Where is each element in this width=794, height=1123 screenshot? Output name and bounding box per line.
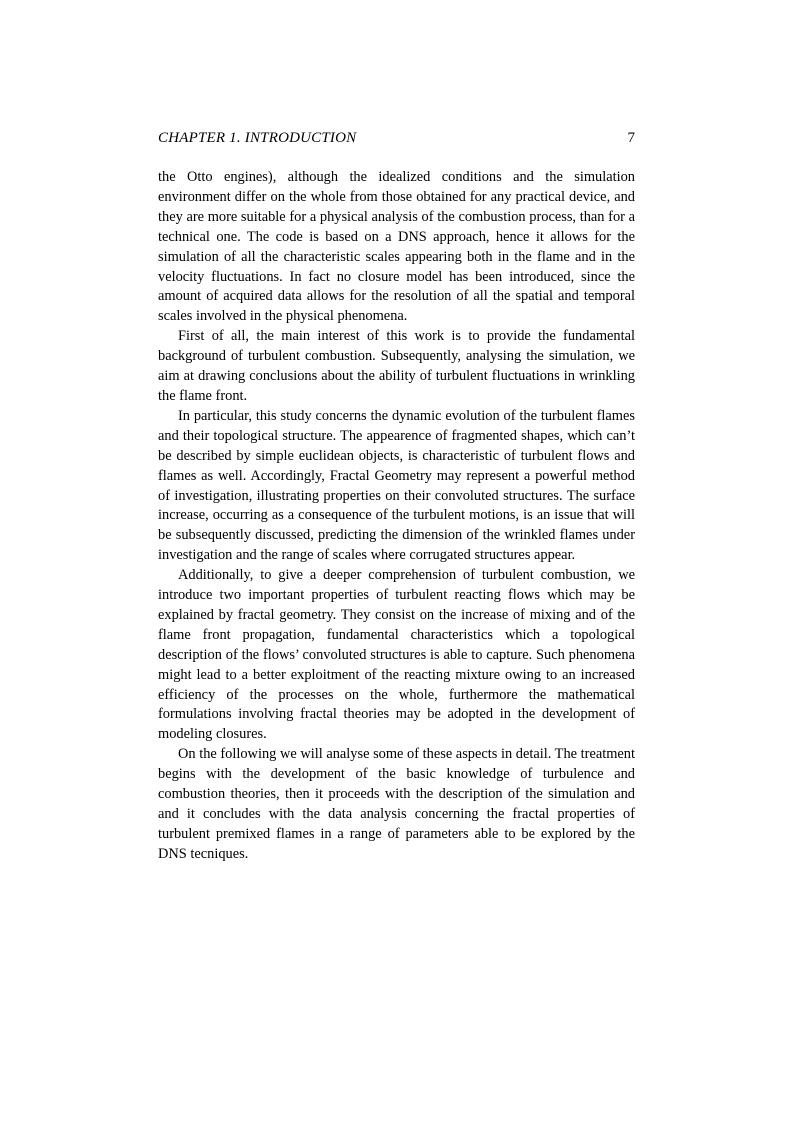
paragraph-3: In particular, this study concerns the dynamic evolution of the turbulent flames and their topological structure. The appearence of fragmented shapes, which can’t be described by simple euclidean objects, is characteristic of turbulent flows and flames as well. Accordingly, Fractal Geometry may represent a powerful method of investigation, illustrating properties on their convoluted structures. The surface increase, occurring as a consequence of the turbulent motions, is an issue that will be subsequently discussed, predicting the dimension of the wrinkled flames under investigation and the range of scales where corrugated structures appear. [158, 407, 635, 564]
body-text [158, 168, 635, 865]
paragraph-1: the Otto engines), although the idealized conditions and the simulation environment differ on the whole from those obtained for any practical device, and they are more suitable for a physical analysis of the combustion process, than for a technical one. The code is based on a DNS approach, hence it allows for the simulation of all the characteristic scales appearing both in the flame and in the velocity fluctuations. In fact no closure model has been introduced, since the amount of acquired data allows for the resolution of all the spatial and temporal scales involved in the physical phenomena. [158, 169, 635, 325]
running-head [158, 128, 635, 148]
page-number: 7 [627, 130, 635, 146]
chapter-title: CHAPTER 1. INTRODUCTION [158, 130, 357, 146]
paragraph-2: First of all, the main interest of this work is to provide the fundamental background of turbulent combustion. Subsequently, analysing the simulation, we aim at drawing conclusions about the ability of turbulent fluctuations in wrinkling the flame front. [158, 328, 635, 404]
paragraph-5: On the following we will analyse some of these aspects in detail. The treatment begins with the development of the basic knowledge of turbulence and combustion theories, then it proceeds with the description of the simulation and and it concludes with the data analysis concerning the fractal properties of turbulent premixed flames in a range of parameters able to be explored by the DNS tecniques. [158, 746, 635, 862]
paragraph-4: Additionally, to give a deeper comprehension of turbulent combustion, we introduce two important properties of turbulent reacting flows which may be explained by fractal geometry. They consist on the increase of mixing and of the flame front propagation, fundamental characteristics which a topological description of the flows’ convoluted structures is able to capture. Such phenomena might lead to a better exploitment of the reacting mixture owing to an increased efficiency of the processes on the whole, furthermore the mathematical formulations involving fractal theories may be adopted in the development of modeling closures. [158, 567, 635, 743]
